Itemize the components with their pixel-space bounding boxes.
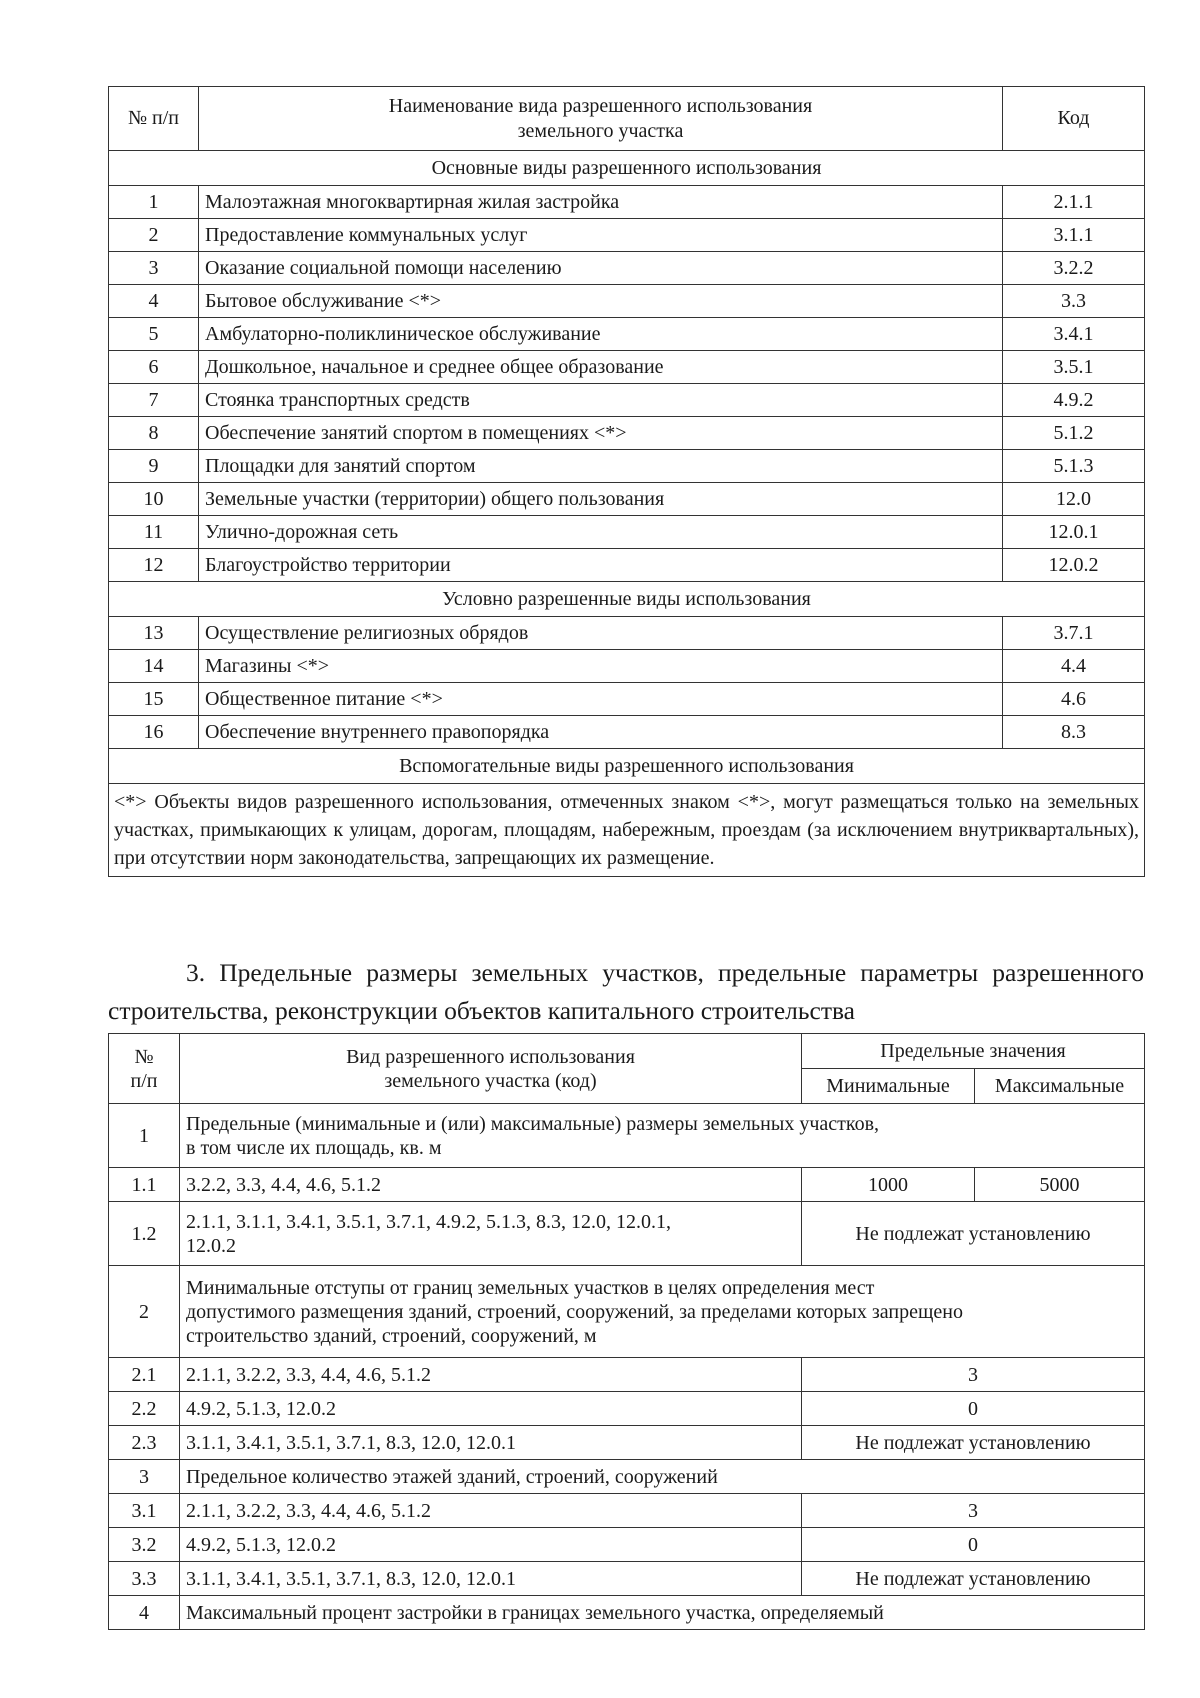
row-value: 0 bbox=[802, 1392, 1145, 1426]
table-row bbox=[109, 318, 1145, 351]
header-name bbox=[199, 87, 1003, 151]
row-num: 3 bbox=[109, 252, 199, 285]
footnote-row bbox=[109, 784, 1145, 877]
table-row bbox=[109, 450, 1145, 483]
header-type-line2: земельного участка (код) bbox=[384, 1069, 597, 1092]
row-code: 3.5.1 bbox=[1003, 351, 1145, 384]
row-value: 0 bbox=[802, 1528, 1145, 1562]
row-num: 2.2 bbox=[109, 1392, 180, 1426]
section-row bbox=[109, 151, 1145, 186]
table-header-row bbox=[109, 1034, 1145, 1069]
header-name-line1: Наименование вида разрешенного использования bbox=[388, 94, 813, 117]
header-type bbox=[180, 1034, 802, 1104]
table-row bbox=[109, 1562, 1145, 1596]
row-text: Предельное количество этажей зданий, строений, сооружений bbox=[180, 1460, 1145, 1494]
table-row bbox=[109, 650, 1145, 683]
row-num: 12 bbox=[109, 549, 199, 582]
table-row bbox=[109, 683, 1145, 716]
table-row bbox=[109, 1358, 1145, 1392]
permitted-use-table bbox=[108, 86, 1145, 877]
row-code: 12.0.1 bbox=[1003, 516, 1145, 549]
table-row bbox=[109, 549, 1145, 582]
row-code: 12.0 bbox=[1003, 483, 1145, 516]
row-value: Не подлежат установлению bbox=[802, 1426, 1145, 1460]
row-num: 1 bbox=[109, 186, 199, 219]
table-row bbox=[109, 417, 1145, 450]
conditional-uses-body bbox=[109, 617, 1145, 749]
row-num: 3 bbox=[109, 1460, 180, 1494]
table-row bbox=[109, 1104, 1145, 1168]
row-text-line2: в том числе их площадь, кв. м bbox=[186, 1136, 442, 1159]
row-code: 3.1.1 bbox=[1003, 219, 1145, 252]
row-max-value: 5000 bbox=[975, 1168, 1145, 1202]
row-num: 1 bbox=[109, 1104, 180, 1168]
row-name: Улично-дорожная сеть bbox=[199, 516, 1003, 549]
row-code: 5.1.2 bbox=[1003, 417, 1145, 450]
row-code: 3.3 bbox=[1003, 285, 1145, 318]
row-num: 4 bbox=[109, 1596, 180, 1630]
row-name: Предоставление коммунальных услуг bbox=[199, 219, 1003, 252]
table-row bbox=[109, 516, 1145, 549]
table-row bbox=[109, 1202, 1145, 1266]
table-row bbox=[109, 1168, 1145, 1202]
row-codes-line2: 12.0.2 bbox=[186, 1234, 236, 1257]
row-name: Магазины <*> bbox=[199, 650, 1003, 683]
row-codes: 2.1.1, 3.2.2, 3.3, 4.4, 4.6, 5.1.2 bbox=[180, 1358, 802, 1392]
row-min-value: 1000 bbox=[802, 1168, 975, 1202]
header-num-line1: № bbox=[134, 1045, 154, 1068]
table-row bbox=[109, 252, 1145, 285]
row-num: 13 bbox=[109, 617, 199, 650]
row-text-line2: допустимого размещения зданий, строений, сооружений, за пределами которых запрещено bbox=[186, 1300, 963, 1323]
section-main-title: Основные виды разрешенного использования bbox=[109, 151, 1145, 186]
row-codes bbox=[180, 1202, 802, 1266]
row-code: 4.4 bbox=[1003, 650, 1145, 683]
row-num: 2 bbox=[109, 219, 199, 252]
table-row bbox=[109, 351, 1145, 384]
row-codes: 4.9.2, 5.1.3, 12.0.2 bbox=[180, 1392, 802, 1426]
row-num: 3.3 bbox=[109, 1562, 180, 1596]
row-code: 4.6 bbox=[1003, 683, 1145, 716]
row-name: Дошкольное, начальное и среднее общее образование bbox=[199, 351, 1003, 384]
table-row bbox=[109, 1596, 1145, 1630]
row-text bbox=[180, 1104, 1145, 1168]
table-row bbox=[109, 1528, 1145, 1562]
header-num: № п/п bbox=[109, 87, 199, 151]
row-name: Амбулаторно-поликлиническое обслуживание bbox=[199, 318, 1003, 351]
row-text-line3: строительство зданий, строений, сооружений, м bbox=[186, 1324, 597, 1347]
row-name: Бытовое обслуживание <*> bbox=[199, 285, 1003, 318]
main-uses-body bbox=[109, 186, 1145, 582]
row-name: Осуществление религиозных обрядов bbox=[199, 617, 1003, 650]
row-name: Земельные участки (территории) общего пользования bbox=[199, 483, 1003, 516]
row-codes: 3.1.1, 3.4.1, 3.5.1, 3.7.1, 8.3, 12.0, 12.0.1 bbox=[180, 1426, 802, 1460]
row-code: 4.9.2 bbox=[1003, 384, 1145, 417]
row-value: Не подлежат установлению bbox=[802, 1562, 1145, 1596]
header-num bbox=[109, 1034, 180, 1104]
table-row bbox=[109, 1494, 1145, 1528]
row-name: Обеспечение внутреннего правопорядка bbox=[199, 716, 1003, 749]
table-header-row bbox=[109, 87, 1145, 151]
table-row bbox=[109, 1460, 1145, 1494]
row-code: 3.4.1 bbox=[1003, 318, 1145, 351]
section-auxiliary-title: Вспомогательные виды разрешенного использования bbox=[109, 749, 1145, 784]
table-row bbox=[109, 716, 1145, 749]
row-num: 16 bbox=[109, 716, 199, 749]
row-codes-line1: 2.1.1, 3.1.1, 3.4.1, 3.5.1, 3.7.1, 4.9.2, 5.1.3, 8.3, 12.0, 12.0.1, bbox=[186, 1210, 671, 1233]
section3-title-text: 3. Предельные размеры земельных участков, предельные параметры разрешенного строительства, реконструкции объектов капитального строительства bbox=[108, 958, 1144, 1025]
row-code: 3.7.1 bbox=[1003, 617, 1145, 650]
row-text-line1: Минимальные отступы от границ земельных участков в целях определения мест bbox=[186, 1276, 875, 1299]
row-name: Стоянка транспортных средств bbox=[199, 384, 1003, 417]
limits-table bbox=[108, 1033, 1145, 1630]
row-code: 3.2.2 bbox=[1003, 252, 1145, 285]
row-codes: 4.9.2, 5.1.3, 12.0.2 bbox=[180, 1528, 802, 1562]
section-row bbox=[109, 749, 1145, 784]
table-row bbox=[109, 483, 1145, 516]
row-num: 5 bbox=[109, 318, 199, 351]
table-row bbox=[109, 1266, 1145, 1358]
row-num: 2 bbox=[109, 1266, 180, 1358]
table-row bbox=[109, 1426, 1145, 1460]
header-max: Максимальные bbox=[975, 1069, 1145, 1104]
row-num: 3.2 bbox=[109, 1528, 180, 1562]
header-code: Код bbox=[1003, 87, 1145, 151]
row-codes: 3.2.2, 3.3, 4.4, 4.6, 5.1.2 bbox=[180, 1168, 802, 1202]
row-code: 2.1.1 bbox=[1003, 186, 1145, 219]
row-code: 5.1.3 bbox=[1003, 450, 1145, 483]
row-value: Не подлежат установлению bbox=[802, 1202, 1145, 1266]
table-row bbox=[109, 285, 1145, 318]
table-row bbox=[109, 617, 1145, 650]
row-num: 2.3 bbox=[109, 1426, 180, 1460]
row-num: 1.1 bbox=[109, 1168, 180, 1202]
row-name: Площадки для занятий спортом bbox=[199, 450, 1003, 483]
header-min: Минимальные bbox=[802, 1069, 975, 1104]
section3-title bbox=[108, 954, 1144, 1030]
row-codes: 2.1.1, 3.2.2, 3.3, 4.4, 4.6, 5.1.2 bbox=[180, 1494, 802, 1528]
row-num: 6 bbox=[109, 351, 199, 384]
row-code: 12.0.2 bbox=[1003, 549, 1145, 582]
row-name: Оказание социальной помощи населению bbox=[199, 252, 1003, 285]
row-num: 7 bbox=[109, 384, 199, 417]
row-name: Общественное питание <*> bbox=[199, 683, 1003, 716]
section-conditional-title: Условно разрешенные виды использования bbox=[109, 582, 1145, 617]
section-row bbox=[109, 582, 1145, 617]
row-name: Малоэтажная многоквартирная жилая застройка bbox=[199, 186, 1003, 219]
row-num: 11 bbox=[109, 516, 199, 549]
header-limits: Предельные значения bbox=[802, 1034, 1145, 1069]
row-code: 8.3 bbox=[1003, 716, 1145, 749]
row-text-line1: Предельные (минимальные и (или) максимальные) размеры земельных участков, bbox=[186, 1112, 880, 1135]
row-num: 2.1 bbox=[109, 1358, 180, 1392]
row-num: 14 bbox=[109, 650, 199, 683]
row-num: 8 bbox=[109, 417, 199, 450]
table-row bbox=[109, 1392, 1145, 1426]
footnote-text: <*> Объекты видов разрешенного использования, отмеченных знаком <*>, могут размещаться только на земельных участках, примыкающих к улицам, дорогам, площадям, набережным, проездам (за исключением внутриквартальных), при отсутствии норм законодательства, запрещающих их размещение. bbox=[109, 784, 1145, 877]
table-row bbox=[109, 186, 1145, 219]
header-name-line2: земельного участка bbox=[517, 119, 684, 142]
row-value: 3 bbox=[802, 1358, 1145, 1392]
row-num: 9 bbox=[109, 450, 199, 483]
row-num: 1.2 bbox=[109, 1202, 180, 1266]
row-name: Благоустройство территории bbox=[199, 549, 1003, 582]
row-codes: 3.1.1, 3.4.1, 3.5.1, 3.7.1, 8.3, 12.0, 12.0.1 bbox=[180, 1562, 802, 1596]
row-num: 15 bbox=[109, 683, 199, 716]
header-num-line2: п/п bbox=[130, 1069, 158, 1092]
row-text bbox=[180, 1266, 1145, 1358]
row-value: 3 bbox=[802, 1494, 1145, 1528]
row-text: Максимальный процент застройки в границах земельного участка, определяемый bbox=[180, 1596, 1145, 1630]
header-type-line1: Вид разрешенного использования bbox=[346, 1045, 635, 1068]
row-num: 3.1 bbox=[109, 1494, 180, 1528]
row-name: Обеспечение занятий спортом в помещениях <*> bbox=[199, 417, 1003, 450]
row-num: 4 bbox=[109, 285, 199, 318]
table-row bbox=[109, 384, 1145, 417]
row-num: 10 bbox=[109, 483, 199, 516]
table-row bbox=[109, 219, 1145, 252]
